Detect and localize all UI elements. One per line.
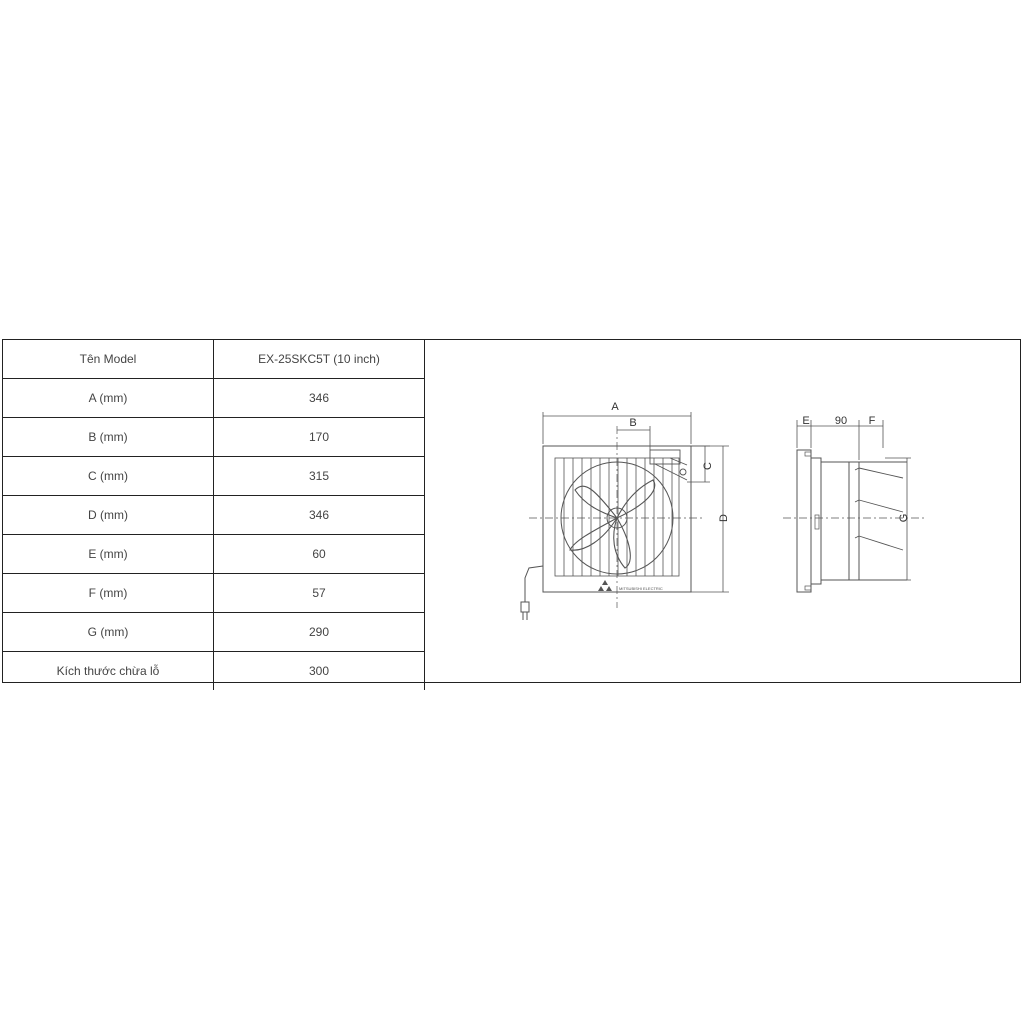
side-mount-plate <box>849 462 859 580</box>
fan-blades <box>570 480 655 568</box>
row-label: C (mm) <box>3 457 214 496</box>
row-label: B (mm) <box>3 418 214 457</box>
row-label: F (mm) <box>3 574 214 613</box>
label-c: C <box>702 462 714 470</box>
mounting-rails <box>855 468 903 550</box>
header-value: EX-25SKC5T (10 inch) <box>214 340 425 379</box>
row-value: 290 <box>214 613 425 652</box>
row-label: E (mm) <box>3 535 214 574</box>
label-a: A <box>611 401 619 413</box>
row-value: 170 <box>214 418 425 457</box>
table-row <box>3 535 425 574</box>
row-value: 346 <box>214 379 425 418</box>
side-details <box>805 452 819 590</box>
label-e: E <box>802 415 810 427</box>
label-b: B <box>629 417 637 429</box>
table-row <box>3 613 425 652</box>
shutter-mechanism <box>650 450 687 480</box>
label-90: 90 <box>834 415 848 427</box>
dimension-e <box>797 420 825 448</box>
side-view <box>783 420 925 592</box>
front-center-lines <box>529 426 705 608</box>
table-header-row <box>3 340 425 379</box>
table-row <box>3 457 425 496</box>
row-label: G (mm) <box>3 613 214 652</box>
table-row <box>3 496 425 535</box>
spec-panel <box>2 339 1021 683</box>
row-value: 346 <box>214 496 425 535</box>
row-value: 60 <box>214 535 425 574</box>
side-body <box>811 458 821 584</box>
brand-text: MITSUBISHI ELECTRIC <box>619 586 663 591</box>
diagram-cell <box>425 340 1020 682</box>
table-row <box>3 418 425 457</box>
label-f: F <box>868 415 876 427</box>
header-label: Tên Model <box>3 340 214 379</box>
side-frame <box>797 450 811 592</box>
table-row <box>3 379 425 418</box>
brand-logo <box>598 580 612 591</box>
row-label: A (mm) <box>3 379 214 418</box>
row-value: 315 <box>214 457 425 496</box>
power-cord <box>521 566 543 620</box>
fan-dimension-drawing <box>425 340 1022 682</box>
table-row <box>3 652 425 691</box>
table-row <box>3 574 425 613</box>
label-g: G <box>898 513 910 523</box>
spec-table <box>3 340 425 690</box>
row-value: 300 <box>214 652 425 691</box>
row-value: 57 <box>214 574 425 613</box>
row-label: Kích thước chừa lỗ <box>3 652 214 691</box>
row-label: D (mm) <box>3 496 214 535</box>
label-d: D <box>718 514 730 522</box>
